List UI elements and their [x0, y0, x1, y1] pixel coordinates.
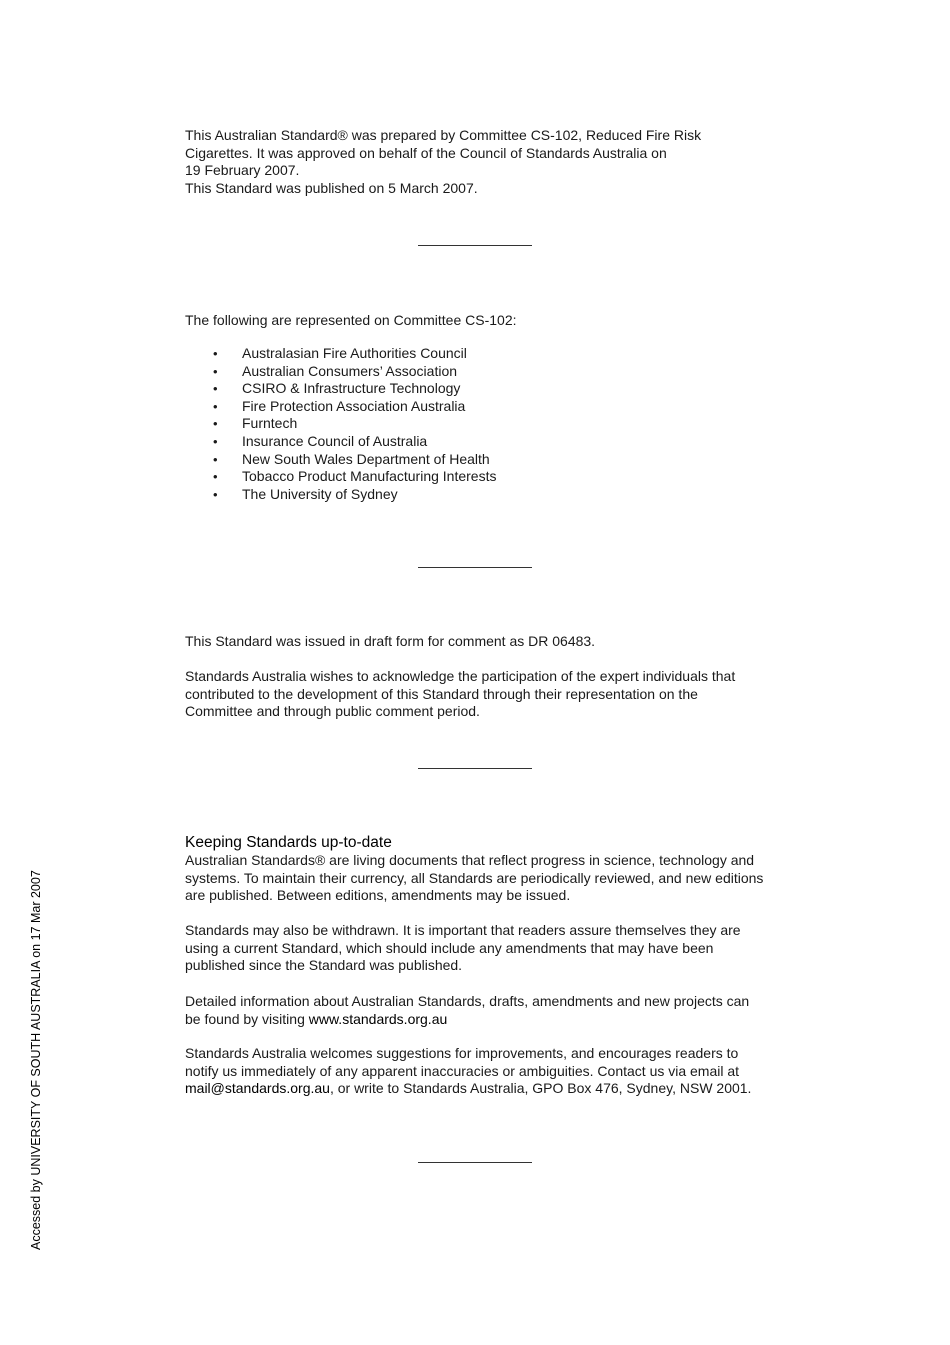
paragraph-line: are published. Between editions, amendments may be issued. — [185, 887, 571, 904]
list-item — [213, 345, 713, 363]
member-name: Tobacco Product Manufacturing Interests — [242, 468, 497, 485]
preparation-statement — [185, 127, 785, 197]
list-item — [213, 468, 713, 486]
paragraph-line — [185, 1011, 785, 1029]
list-item — [213, 398, 713, 416]
prep-line: This Australian Standard® was prepared by Committee CS-102, Reduced Fire Risk — [185, 127, 702, 143]
withdrawn-paragraph — [185, 922, 785, 975]
list-item — [213, 415, 713, 433]
bullet-icon: • — [213, 451, 218, 467]
list-item — [213, 486, 713, 504]
member-name: Fire Protection Association Australia — [242, 397, 466, 414]
bullet-icon: • — [213, 363, 218, 379]
paragraph-line: published since the Standard was published. — [185, 957, 463, 974]
member-name: CSIRO & Infrastructure Technology — [242, 380, 461, 397]
acknowledgement — [185, 668, 785, 721]
ack-line: contributed to the development of this Standard through their representation on the — [185, 685, 698, 702]
paragraph-line — [185, 1080, 785, 1098]
bullet-icon: • — [213, 486, 218, 502]
draft-statement: This Standard was issued in draft form for comment as DR 06483. — [185, 633, 596, 649]
committee-intro: The following are represented on Committee CS-102: — [185, 312, 517, 328]
address-text: , or write to Standards Australia, GPO Box 476, Sydney, NSW 2001. — [329, 1080, 752, 1097]
ack-line: Standards Australia wishes to acknowledge the participation of the expert individuals that — [185, 668, 736, 684]
committee-member-list — [213, 345, 713, 503]
list-item — [213, 380, 713, 398]
section-divider — [418, 768, 532, 769]
member-name: New South Wales Department of Health — [242, 450, 490, 467]
bullet-icon: • — [213, 381, 218, 397]
paragraph-line: using a current Standard, which should include any amendments that may have been — [185, 939, 714, 956]
ack-line: Committee and through public comment period. — [185, 703, 480, 720]
member-name: Australian Consumers’ Association — [242, 362, 458, 379]
contact-paragraph — [185, 1045, 785, 1098]
paragraph-line: Detailed information about Australian Standards, drafts, amendments and new projects can — [185, 993, 750, 1009]
member-name: Furntech — [242, 415, 298, 432]
bullet-icon: • — [213, 469, 218, 485]
website-prefix: be found by visiting — [185, 1010, 309, 1027]
bullet-icon: • — [213, 346, 218, 361]
section-divider — [418, 245, 532, 246]
section-divider — [418, 1162, 532, 1163]
list-item — [213, 451, 713, 469]
list-item — [213, 363, 713, 381]
living-documents-paragraph — [185, 852, 785, 905]
prep-line: 19 February 2007. — [185, 162, 300, 179]
paragraph-line: Australian Standards® are living documents that reflect progress in science, technology and — [185, 852, 755, 868]
website-link[interactable]: www.standards.org.au — [308, 1010, 448, 1027]
section-divider — [418, 567, 532, 568]
member-name: Australasian Fire Authorities Council — [242, 345, 467, 361]
section-heading: Keeping Standards up-to-date — [185, 834, 392, 851]
member-name: The University of Sydney — [242, 485, 398, 502]
access-watermark: Accessed by UNIVERSITY OF SOUTH AUSTRALIA on 17 Mar 2007 — [29, 870, 43, 1250]
paragraph-line: Standards Australia welcomes suggestions for improvements, and encourages readers to — [185, 1045, 739, 1061]
paragraph-line: Standards may also be withdrawn. It is important that readers assure themselves they are — [185, 922, 741, 938]
bullet-icon: • — [213, 433, 218, 449]
publication-date: This Standard was published on 5 March 2007. — [185, 179, 478, 196]
prep-line: Cigarettes. It was approved on behalf of the Council of Standards Australia on — [185, 144, 667, 161]
paragraph-line: notify us immediately of any apparent inaccuracies or ambiguities. Contact us via email at — [185, 1062, 740, 1079]
paragraph-line: systems. To maintain their currency, all Standards are periodically reviewed, and new editions — [185, 869, 764, 886]
email-link[interactable]: mail@standards.org.au — [185, 1080, 330, 1097]
bullet-icon: • — [213, 416, 218, 432]
list-item — [213, 433, 713, 451]
website-paragraph — [185, 993, 785, 1028]
member-name: Insurance Council of Australia — [242, 432, 428, 449]
bullet-icon: • — [213, 398, 218, 414]
